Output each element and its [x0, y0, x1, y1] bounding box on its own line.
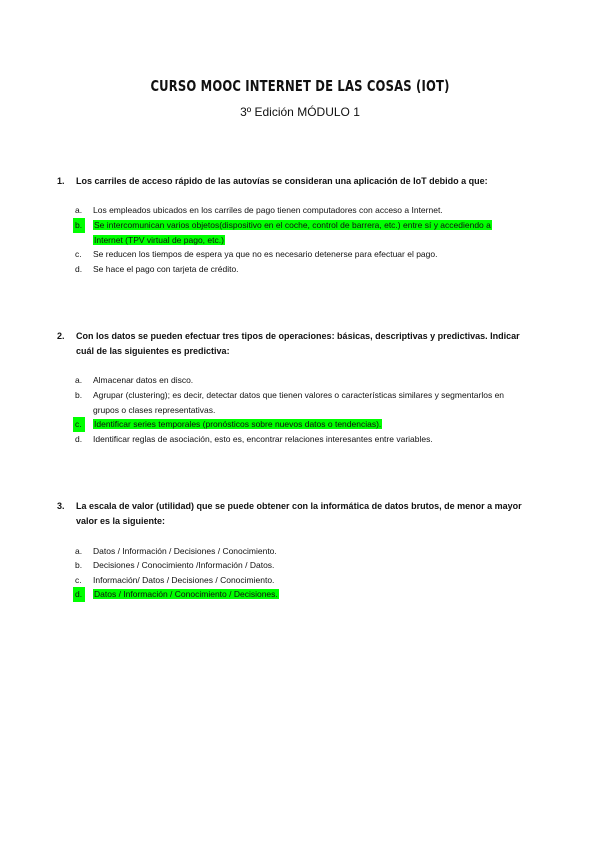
- option-letter: d.: [75, 434, 83, 444]
- option-letter: c.: [75, 249, 82, 259]
- option-letter: a.: [75, 375, 83, 385]
- option-letter: b.: [73, 218, 85, 233]
- question-text: La escala de valor (utilidad) que se puede obtener con la informática de datos brutos, de menor a mayor valor es la siguiente:: [76, 501, 522, 526]
- option-text: Agrupar (clustering); es decir, detectar datos que tienen valores o características similares y segmentarlos en grupos o clases representativas.: [93, 390, 505, 415]
- option-text: Se reducen los tiempos de espera ya que no es necesario detenerse para efectuar el pago.: [93, 249, 438, 259]
- option-letter: d.: [73, 587, 85, 602]
- option-text: Decisiones / Conocimiento /Información / Datos.: [93, 560, 275, 570]
- option-letter: a.: [75, 205, 83, 215]
- option-letter: a.: [75, 546, 83, 556]
- option-text: [93, 587, 513, 602]
- option-letter: b.: [75, 560, 83, 570]
- option-text: Los empleados ubicados en los carriles de pago tienen computadores con acceso a Internet.: [93, 205, 443, 215]
- highlighted-answer: Identificar series temporales (pronósticos sobre nuevos datos o tendencias).: [94, 419, 382, 429]
- option-text: Se hace el pago con tarjeta de crédito.: [93, 264, 239, 274]
- question-text: Los carriles de acceso rápido de las autovías se consideran una aplicación de IoT debido a que:: [76, 176, 488, 186]
- question-text: Con los datos se pueden efectuar tres tipos de operaciones: básicas, descriptivas y predictivas. Indicar cuál de las siguientes es predictiva:: [76, 331, 520, 356]
- question-number: 2.: [57, 331, 65, 341]
- option-text: Identificar reglas de asociación, esto es, encontrar relaciones interesantes entre variables.: [93, 434, 433, 444]
- question-number: 3.: [57, 501, 65, 511]
- option-letter: c.: [73, 417, 85, 432]
- highlighted-answer: Datos / Información / Conocimiento / Decisiones.: [94, 589, 278, 599]
- option-text: [93, 417, 513, 432]
- option-letter: b.: [75, 390, 83, 400]
- option-text: Almacenar datos en disco.: [93, 375, 194, 385]
- document-title: CURSO MOOC INTERNET DE LAS COSAS (IOT): [150, 77, 450, 95]
- document-subtitle: 3º Edición MÓDULO 1: [240, 105, 360, 119]
- option-text: [93, 218, 507, 247]
- option-letter: c.: [75, 575, 82, 585]
- highlighted-answer: Se intercomunican varios objetos(dispositivo en el coche, control de barrera, etc.) entre sí y accediendo a Internet (TPV virtual de pago, etc.): [94, 220, 491, 245]
- option-letter: d.: [75, 264, 83, 274]
- question-number: 1.: [57, 176, 65, 186]
- option-text: Datos / Información / Decisiones / Conocimiento.: [93, 546, 277, 556]
- option-text: Información/ Datos / Decisiones / Conocimiento.: [93, 575, 275, 585]
